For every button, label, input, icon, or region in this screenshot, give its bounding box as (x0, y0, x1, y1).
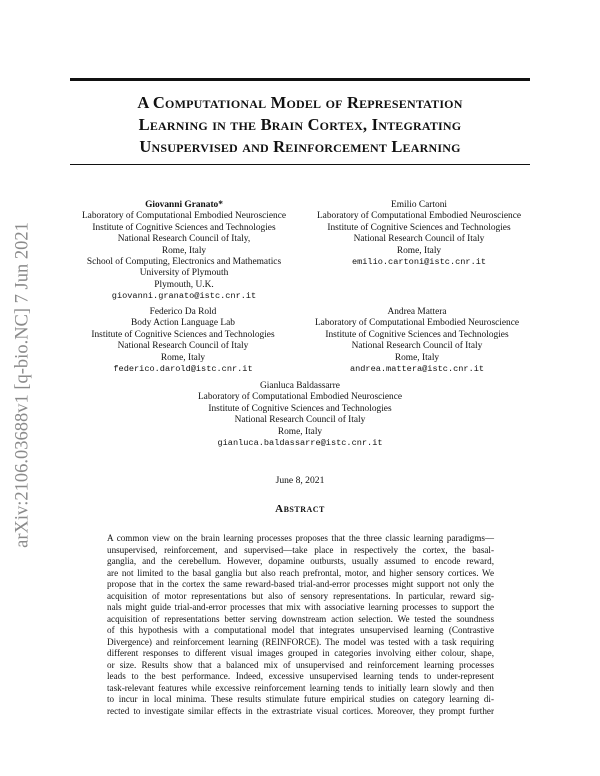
author-block-darold (80, 307, 286, 375)
abstract-line: to incur in local minima. These results stimulate future empirical studies on category learning di- (107, 694, 494, 704)
affiliation-line: Plymouth, U.K. (154, 279, 214, 290)
abstract-body (107, 533, 494, 717)
author-email[interactable]: giovanni.granato@istc.cnr.it (111, 291, 257, 302)
affiliation-line: Body Action Language Lab (131, 318, 235, 329)
author-email[interactable]: andrea.mattera@istc.cnr.it (349, 364, 485, 375)
abstract-line: task-relevant features while excessive reinforcement learning tends to initially learn slowly and then (107, 682, 494, 693)
abstract-line: different responses to different visual images grouped in categories involving either colour, shape, (107, 648, 494, 658)
publication-date: June 8, 2021 (275, 475, 325, 486)
affiliation-line: Laboratory of Computational Embodied Neuroscience (197, 392, 403, 403)
abstract-line: nals might guide trial-and-error processes that mix with associative learning processes to support the (107, 602, 494, 612)
abstract-line: leads to the best performance. Indeed, excessive unsupervised learning tends to under-represent (107, 671, 494, 681)
affiliation-line: Laboratory of Computational Embodied Neuroscience (81, 211, 287, 222)
affiliation-line: National Research Council of Italy (353, 234, 485, 245)
title-top-rule (70, 78, 530, 81)
affiliation-line: Institute of Cognitive Sciences and Technologies (325, 329, 509, 340)
author-name: Gianluca Baldassarre (260, 381, 340, 391)
affiliation-line: Institute of Cognitive Sciences and Technologies (92, 222, 276, 233)
abstract-line: acquisition of representations better serving downstream action selection. We tested the soundness (107, 613, 494, 624)
affiliation-line: Laboratory of Computational Embodied Neuroscience (316, 211, 522, 222)
abstract-line: propose that in the cortex the same reward-based trial-and-error processes might support not only the (107, 579, 494, 589)
title-bottom-rule (70, 164, 530, 165)
author-block-granato (72, 200, 296, 303)
abstract-line: A common view on the brain learning processes proposes that the three classic learning paradigms— (107, 533, 494, 543)
affiliation-line: National Research Council of Italy (117, 341, 249, 352)
title-line-1: A Computational Model of Representation (137, 93, 463, 112)
affiliation-line: Institute of Cognitive Sciences and Technologies (91, 329, 275, 340)
title-line-3: Unsupervised and Reinforcement Learning (139, 137, 461, 156)
paper-title (70, 92, 530, 158)
affiliation-line: School of Computing, Electronics and Mathematics (86, 257, 282, 268)
affiliation-line: Rome, Italy (160, 352, 206, 363)
abstract-line: unsupervised, reinforcement, and supervised—take place in respectively the cortex, the basal- (107, 544, 494, 555)
author-block-cartoni (306, 200, 532, 268)
affiliation-line: Institute of Cognitive Sciences and Technologies (327, 222, 511, 233)
abstract-line: ganglia, and the cerebellum. However, dopamine outbursts, usually assumed to encode reward, (107, 556, 494, 566)
author-block-baldassarre (180, 381, 420, 449)
abstract-line: acquisition of motor representations but also of sensory representations. In particular, reward sig- (107, 590, 494, 601)
author-block-mattera (292, 307, 542, 375)
abstract-line: are not limited to the basal ganglia but also reach prefrontal, motor, and higher sensory cortices. We (107, 567, 494, 578)
author-email[interactable]: federico.darold@istc.cnr.it (113, 364, 253, 375)
affiliation-line: Laboratory of Computational Embodied Neuroscience (314, 318, 520, 329)
abstract-line: rected to investigate similar effects in the extrastriate visual cortices. Moreover, they prompt further (107, 705, 494, 716)
affiliation-line: Rome, Italy (161, 245, 207, 256)
affiliation-line: Rome, Italy (277, 426, 323, 437)
arxiv-identifier: arXiv:2106.03688v1 [q-bio.NC] 7 Jun 2021 (12, 222, 33, 548)
author-name: Federico Da Rold (149, 307, 217, 317)
author-email[interactable]: emilio.cartoni@istc.cnr.it (351, 257, 487, 268)
title-line-2: Learning in the Brain Cortex, Integrating (138, 115, 462, 134)
author-name: Giovanni Granato* (145, 200, 223, 210)
author-name: Andrea Mattera (387, 307, 447, 317)
affiliation-line: University of Plymouth (139, 268, 229, 279)
affiliation-line: National Research Council of Italy (351, 341, 483, 352)
abstract-line: of this hypothesis with a computational model that integrates unsupervised learning (Contrastive (107, 625, 494, 635)
abstract-heading: Abstract (275, 503, 325, 515)
affiliation-line: Institute of Cognitive Sciences and Technologies (208, 403, 392, 414)
arxiv-sidebar (6, 206, 40, 564)
abstract-line: or size. Results show that a balanced mix of unsupervised and reinforcement learning processes (107, 659, 494, 670)
affiliation-line: National Research Council of Italy (234, 415, 366, 426)
abstract-line: Divergence) and reinforcement learning (REINFORCE). The model was tested with a task requiring (107, 636, 494, 647)
affiliation-line: National Research Council of Italy, (117, 234, 251, 245)
author-email[interactable]: gianluca.baldassarre@istc.cnr.it (217, 438, 383, 449)
affiliation-line: Rome, Italy (396, 245, 442, 256)
affiliation-line: Rome, Italy (394, 352, 440, 363)
author-name: Emilio Cartoni (391, 200, 447, 210)
